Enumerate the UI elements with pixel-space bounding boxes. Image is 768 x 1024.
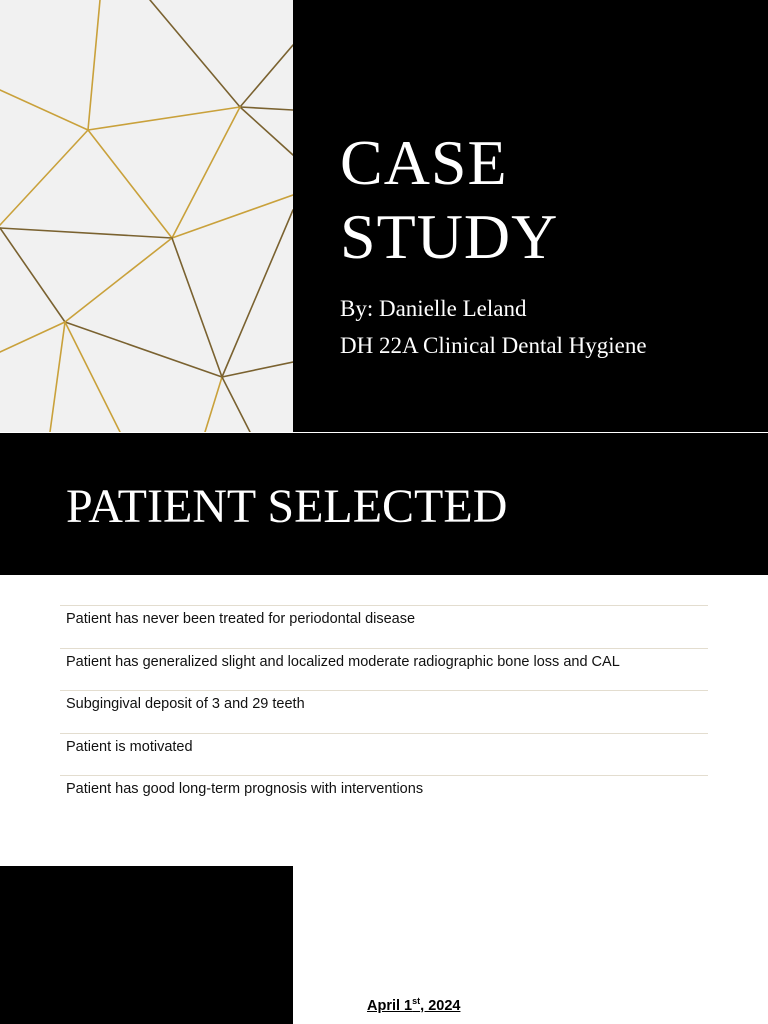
patient-criteria-list bbox=[60, 605, 708, 818]
list-item: Patient has generalized slight and localized moderate radiographic bone loss and CAL bbox=[60, 648, 708, 691]
title-line-2: STUDY bbox=[340, 201, 559, 272]
subtitle bbox=[340, 290, 760, 364]
title-line-1: CASE bbox=[340, 127, 508, 198]
presentation-date bbox=[367, 998, 460, 1014]
date-year: , 2024 bbox=[420, 998, 461, 1014]
gold-line-pattern bbox=[0, 0, 293, 432]
date-prefix: April 1 bbox=[367, 998, 413, 1014]
geometric-pattern-panel bbox=[0, 0, 293, 432]
list-item: Subgingival deposit of 3 and 29 teeth bbox=[60, 690, 708, 733]
slide-title: PATIENT SELECTED bbox=[66, 480, 508, 533]
third-slide bbox=[0, 866, 768, 1024]
title-block bbox=[340, 126, 760, 364]
course-line: DH 22A Clinical Dental Hygiene bbox=[340, 333, 647, 358]
date-ordinal-suffix: st bbox=[412, 996, 421, 1007]
patient-selected-slide bbox=[0, 433, 768, 865]
title-slide bbox=[0, 0, 768, 432]
list-item: Patient has never been treated for periodontal disease bbox=[60, 605, 708, 648]
list-item: Patient has good long-term prognosis with interventions bbox=[60, 775, 708, 818]
slide-header-band bbox=[0, 433, 768, 575]
author-line: By: Danielle Leland bbox=[340, 296, 527, 321]
list-item: Patient is motivated bbox=[60, 733, 708, 776]
black-panel bbox=[0, 866, 293, 1024]
main-title bbox=[340, 126, 760, 274]
